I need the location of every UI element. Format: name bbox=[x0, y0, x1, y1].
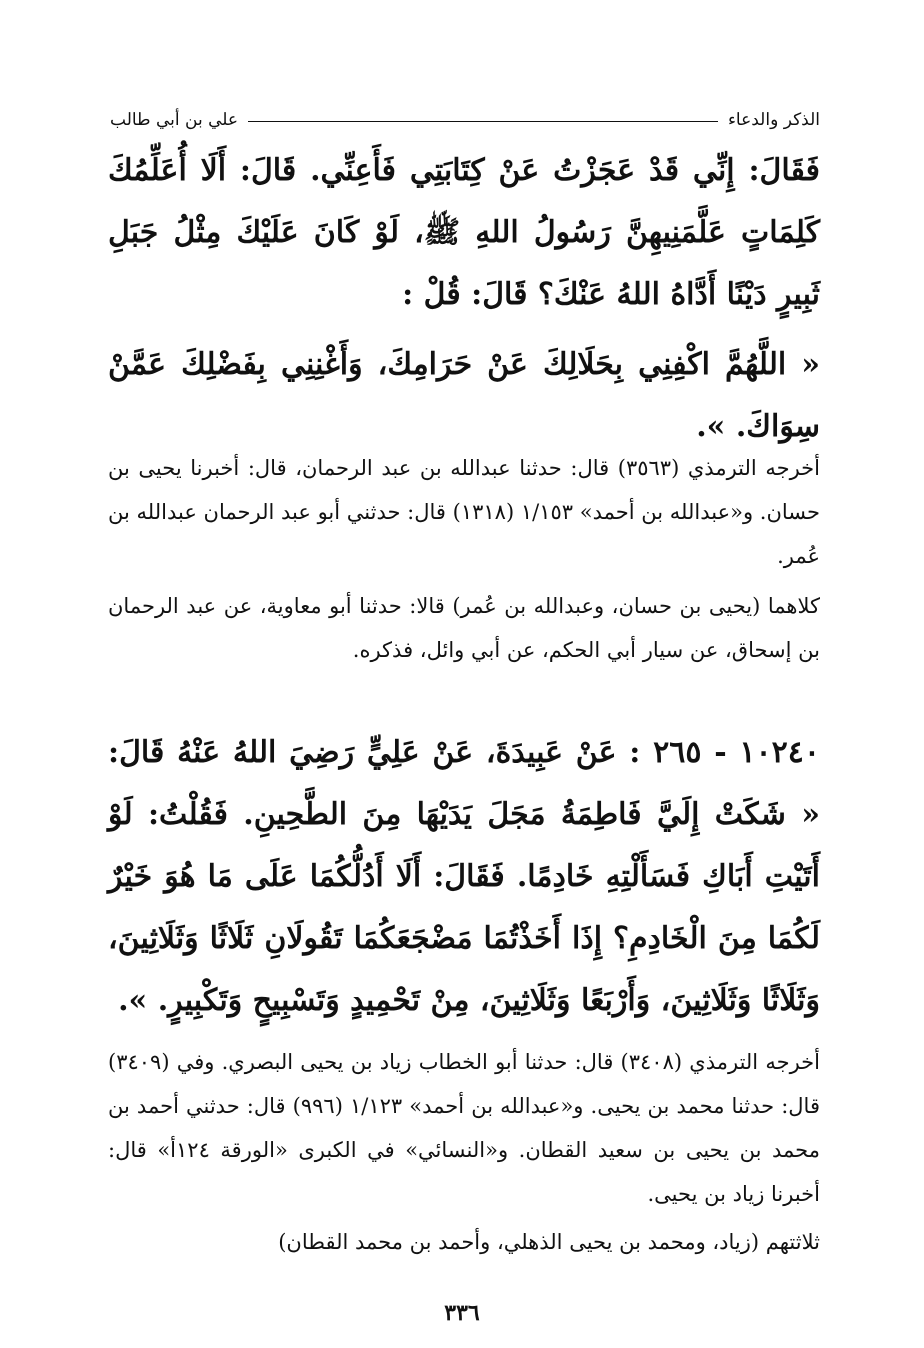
hadith-narration-1: فَقَالَ: إِنِّي قَدْ عَجَزْتُ عَنْ كِتَابَتِي فَأَعِنِّي. قَالَ: أَلَا أُعَلِّمُكَ كَلِمَاتٍ عَلَّمَنِيهِنَّ رَسُولُ اللهِ ﷺ، لَوْ كَانَ عَلَيْكَ مِثْلُ جَبَلِ ثَبِيرٍ دَيْنًا أَدَّاهُ اللهُ عَنْكَ؟ قَالَ: قُلْ : bbox=[108, 153, 820, 312]
takhrij-2-paragraph-1: أخرجه الترمذي (٣٤٠٨) قال: حدثنا أبو الخطاب زياد بن يحيى البصري. وفي (٣٤٠٩) قال: حدثنا محمد بن يحيى. و«عبدالله بن أحمد» ١/١٢٣ (٩٩٦) قال: حدثني أحمد بن محمد بن يحيى بن سعيد القطان. و«النسائي» في الكبرى «الورقة ١٢٤أ» قال: أخبرنا زياد بن يحيى. bbox=[108, 1050, 820, 1206]
hadith-text-1 bbox=[108, 140, 820, 458]
header-chapter-title: الذكر والدعاء bbox=[727, 110, 820, 130]
running-header bbox=[110, 100, 820, 130]
hadith-narration-2: ١٠٢٤٠ - ٢٦٥ : عَنْ عَبِيدَةَ، عَنْ عَلِيٍّ رَضِيَ اللهُ عَنْهُ قَالَ: « شَكَتْ إِلَيَّ فَاطِمَةُ مَجَلَ يَدَيْهَا مِنَ الطَّحِينِ. فَقُلْتُ: لَوْ أَتَيْتِ أَبَاكِ فَسَأَلْتِهِ خَادِمًا. فَقَالَ: أَلَا أَدُلُّكُمَا عَلَى مَا هُوَ خَيْرٌ لَكُمَا مِنَ الْخَادِمِ؟ إِذَا أَخَذْتُمَا مَضْجَعَكُمَا تَقُولَانِ ثَلَاثًا وَثَلَاثِينَ، وَثَلَاثًا وَثَلَاثِينَ، وَأَرْبَعًا وَثَلَاثِينَ، مِنْ تَحْمِيدٍ وَتَسْبِيحٍ وَتَكْبِيرٍ. ». bbox=[108, 735, 820, 1018]
hadith-dua-1: « اللَّهُمَّ اكْفِنِي بِحَلَالِكَ عَنْ حَرَامِكَ، وَأَغْنِنِي بِفَضْلِكَ عَمَّنْ سِوَاكَ. ». bbox=[108, 347, 820, 444]
hadith-text-2 bbox=[108, 722, 820, 1032]
takhrij-2 bbox=[108, 1040, 820, 1264]
takhrij-1-paragraph-1: أخرجه الترمذي (٣٥٦٣) قال: حدثنا عبدالله بن عبد الرحمان، قال: أخبرنا يحيى بن حسان. و«عبدالله بن أحمد» ١/١٥٣ (١٣١٨) قال: حدثني أبو عبد الرحمان عبدالله بن عُمر. bbox=[108, 456, 820, 568]
takhrij-1-paragraph-2: كلاهما (يحيى بن حسان، وعبدالله بن عُمر) قالا: حدثنا أبو معاوية، عن عبد الرحمان بن إسحاق، عن سيار أبي الحكم، عن أبي وائل، فذكره. bbox=[108, 594, 820, 662]
page-number: ٣٣٦ bbox=[444, 1300, 480, 1326]
header-section-title: علي بن أبي طالب bbox=[110, 110, 239, 130]
takhrij-1 bbox=[108, 446, 820, 672]
header-rule bbox=[248, 121, 718, 122]
takhrij-2-paragraph-2: ثلاثتهم (زياد، ومحمد بن يحيى الذهلي، وأحمد بن محمد القطان) bbox=[278, 1230, 820, 1254]
